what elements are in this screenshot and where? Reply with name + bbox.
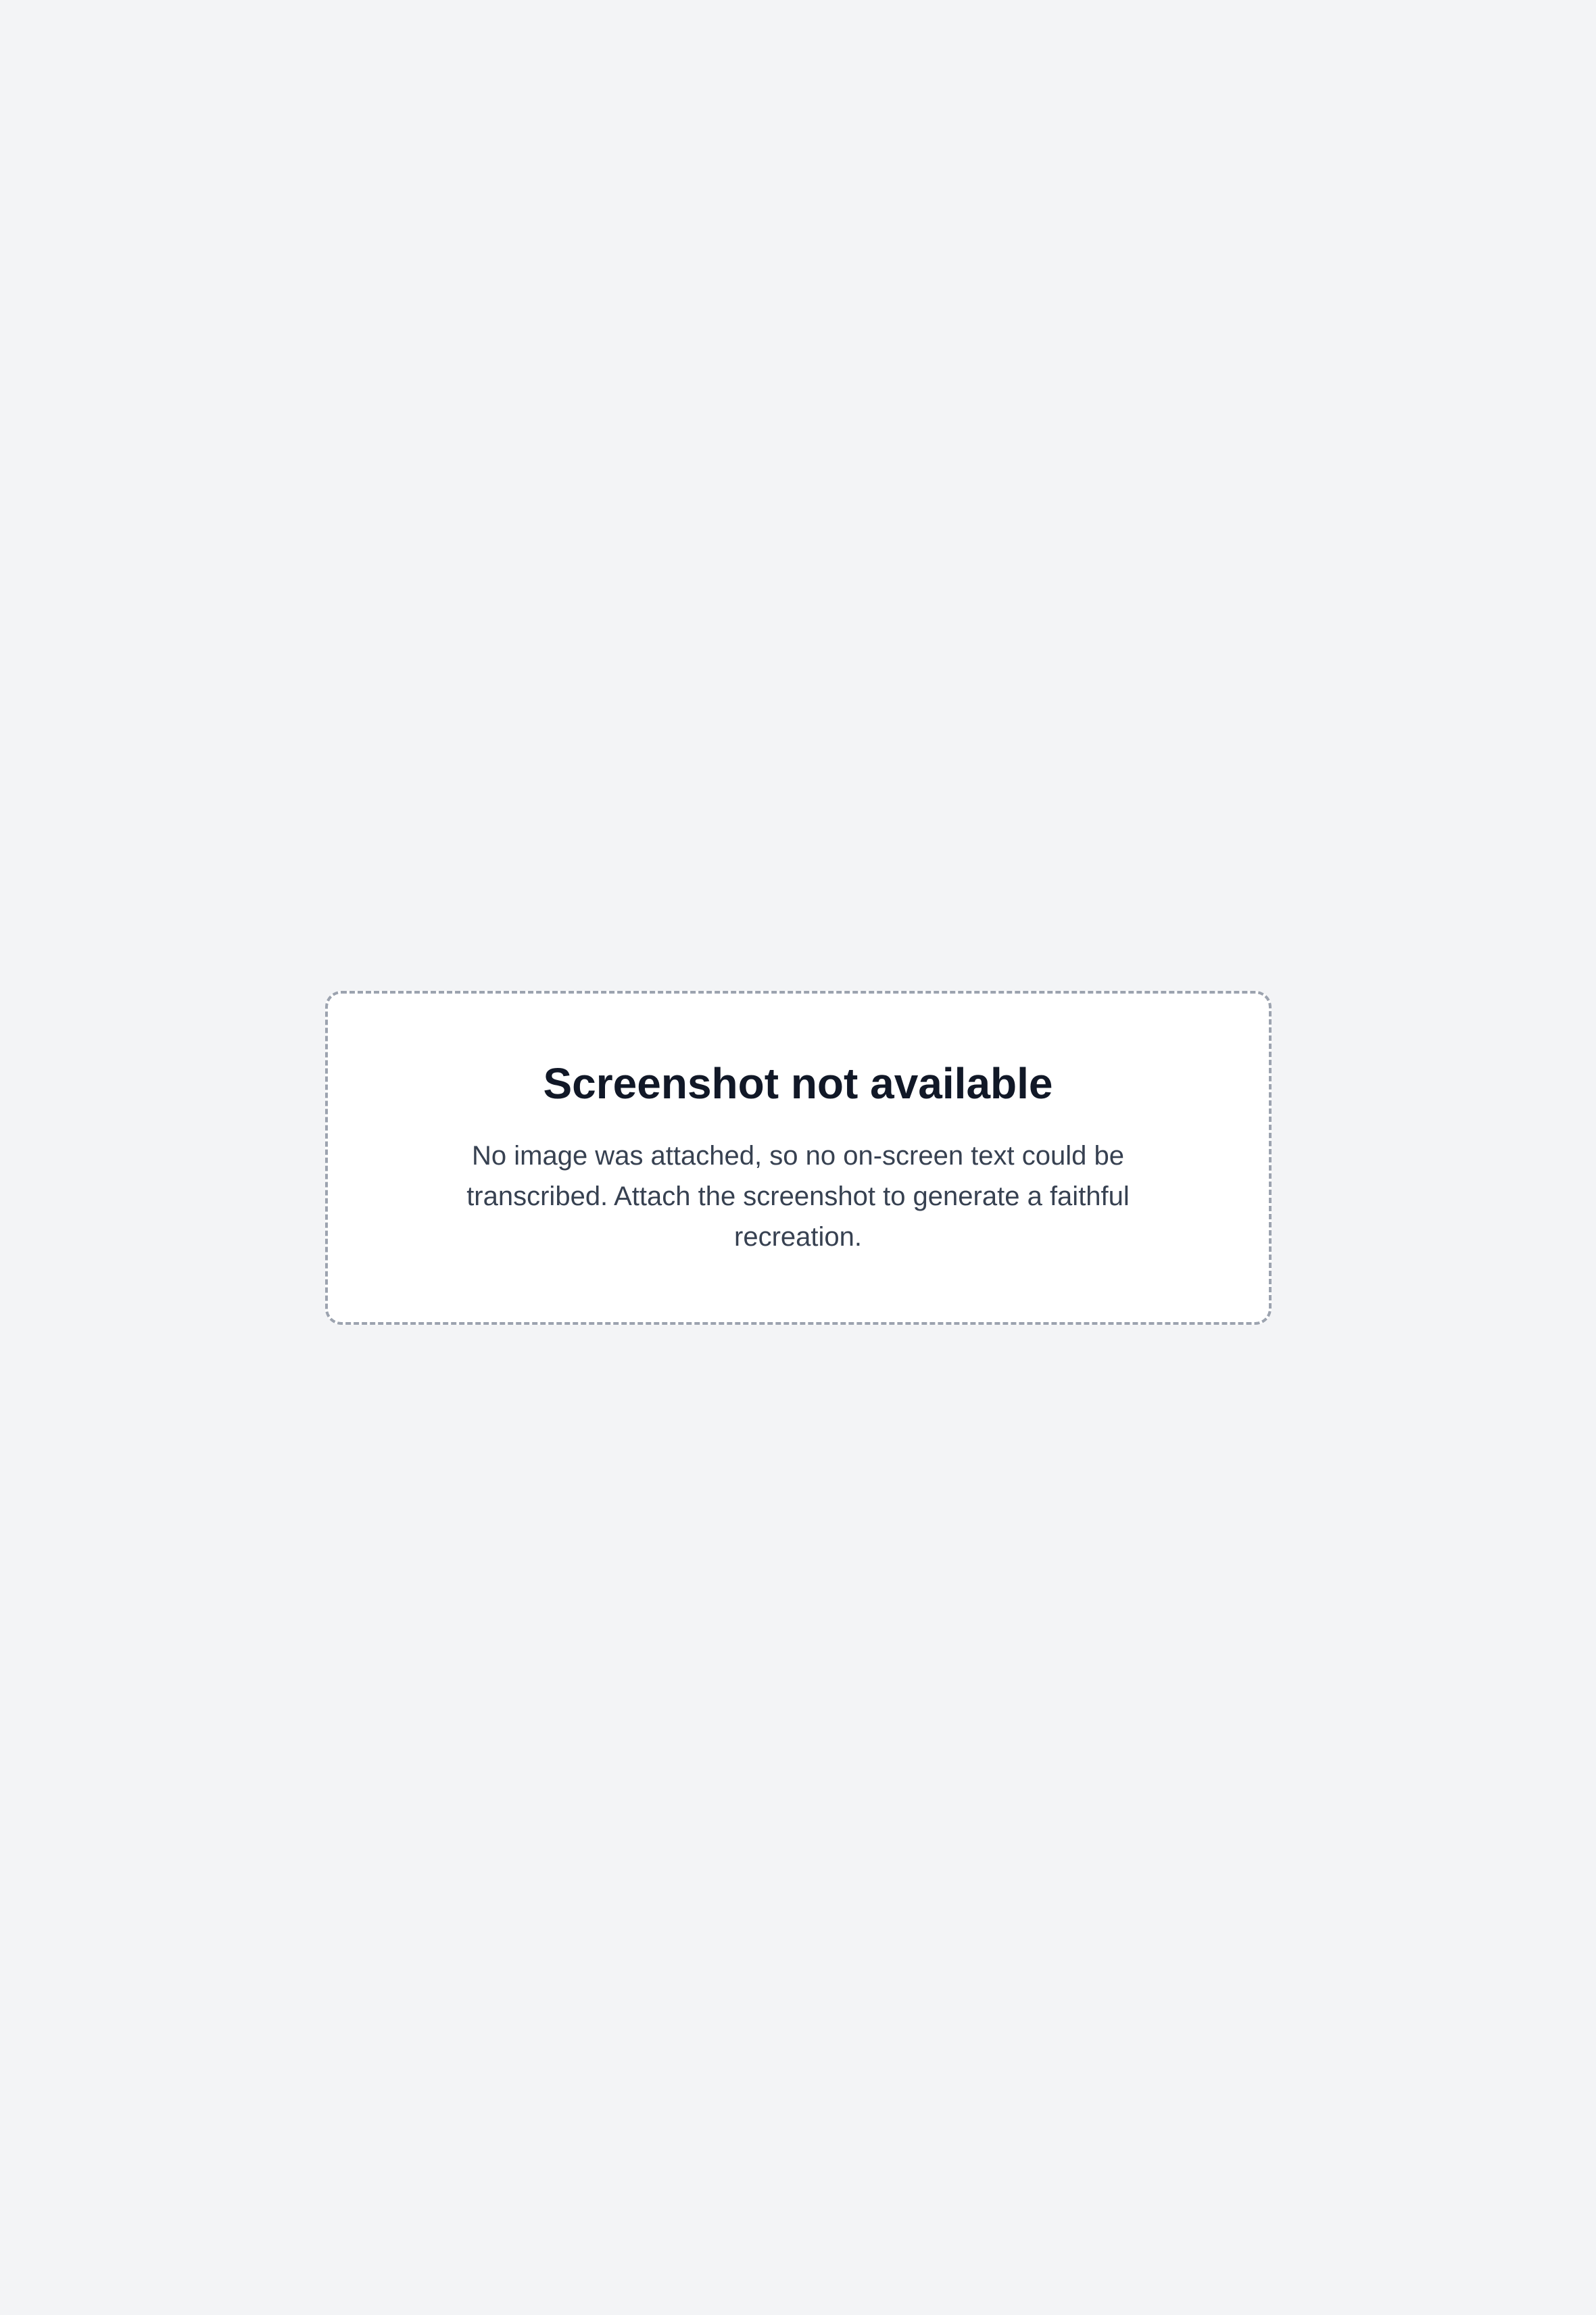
notice-body: No image was attached, so no on-screen text could be transcribed. Attach the screenshot to generate a faithful recreation. — [466, 1140, 1130, 1252]
missing-image-notice — [325, 991, 1272, 1325]
notice-title: Screenshot not available — [543, 1058, 1053, 1108]
